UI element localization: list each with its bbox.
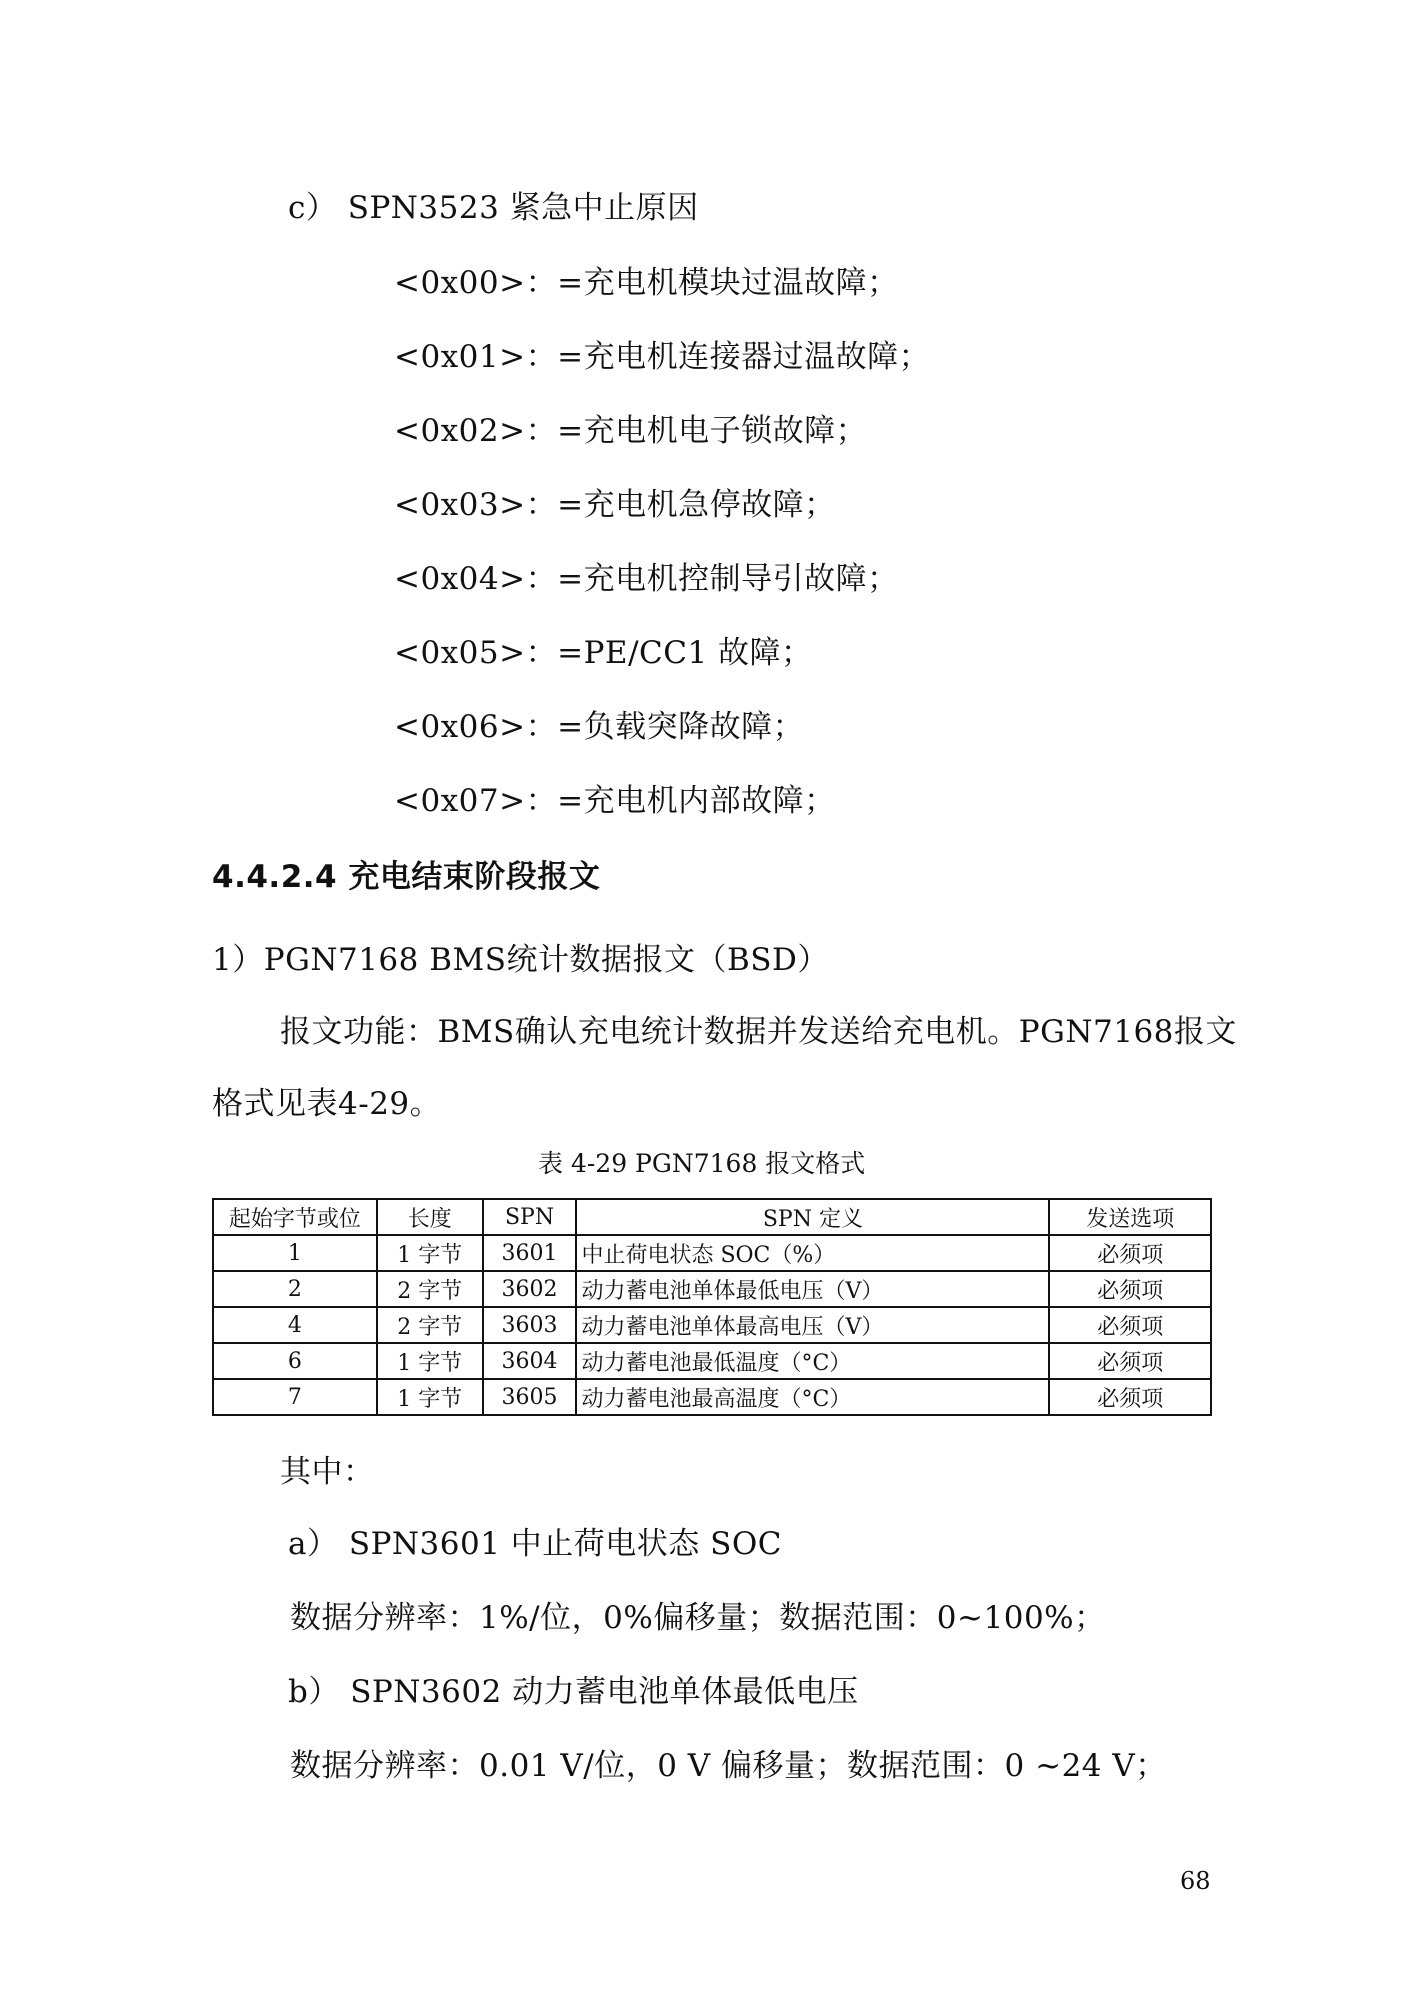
page-number: 68 bbox=[1180, 1867, 1211, 1895]
cell-start: 6 bbox=[213, 1343, 377, 1379]
code-item: <0x05>：=PE/CC1 故障； bbox=[394, 635, 813, 671]
cell-spn: 3603 bbox=[483, 1307, 577, 1343]
code-item: <0x07>：=充电机内部故障； bbox=[394, 783, 836, 819]
code-item: <0x03>：=充电机急停故障； bbox=[394, 487, 836, 523]
table-row bbox=[213, 1235, 1211, 1271]
cell-option: 必须项 bbox=[1049, 1271, 1211, 1307]
header-length: 长度 bbox=[377, 1199, 483, 1235]
cell-option: 必须项 bbox=[1049, 1307, 1211, 1343]
notes-intro: 其中： bbox=[280, 1454, 375, 1490]
code-item: <0x04>：=充电机控制导引故障； bbox=[394, 561, 899, 597]
note-a-title: a） SPN3601 中止荷电状态 SOC bbox=[288, 1526, 783, 1562]
note-a-detail: 数据分辨率：1%/位，0%偏移量；数据范围：0~100%； bbox=[290, 1600, 1106, 1636]
cell-start: 4 bbox=[213, 1307, 377, 1343]
code-item: <0x06>：=负载突降故障； bbox=[394, 709, 805, 745]
code-item: <0x00>：=充电机模块过温故障； bbox=[394, 265, 899, 301]
table-row bbox=[213, 1343, 1211, 1379]
cell-option: 必须项 bbox=[1049, 1235, 1211, 1271]
cell-definition: 中止荷电状态 SOC（%） bbox=[576, 1235, 1049, 1271]
cell-start: 2 bbox=[213, 1271, 377, 1307]
table-row bbox=[213, 1379, 1211, 1415]
note-b-detail: 数据分辨率：0.01 V/位，0 V 偏移量；数据范围：0 ~24 V； bbox=[290, 1748, 1167, 1784]
spec-table bbox=[212, 1198, 1212, 1416]
table-row bbox=[213, 1271, 1211, 1307]
table-row bbox=[213, 1307, 1211, 1343]
header-spn-definition: SPN 定义 bbox=[576, 1199, 1049, 1235]
cell-length: 1 字节 bbox=[377, 1343, 483, 1379]
cell-start: 1 bbox=[213, 1235, 377, 1271]
cell-option: 必须项 bbox=[1049, 1379, 1211, 1415]
cell-length: 1 字节 bbox=[377, 1379, 483, 1415]
paragraph-line: 报文功能：BMS确认充电统计数据并发送给充电机。PGN7168报文 bbox=[280, 1014, 1237, 1050]
cell-length: 2 字节 bbox=[377, 1307, 483, 1343]
cell-length: 2 字节 bbox=[377, 1271, 483, 1307]
table-header-row bbox=[213, 1199, 1211, 1235]
cell-spn: 3602 bbox=[483, 1271, 577, 1307]
section-heading: 4.4.2.4 充电结束阶段报文 bbox=[212, 859, 601, 895]
header-send-option: 发送选项 bbox=[1049, 1199, 1211, 1235]
cell-definition: 动力蓄电池最高温度（°C） bbox=[576, 1379, 1049, 1415]
header-start-byte: 起始字节或位 bbox=[213, 1199, 377, 1235]
code-item: <0x01>：=充电机连接器过温故障； bbox=[394, 339, 931, 375]
cell-spn: 3604 bbox=[483, 1343, 577, 1379]
paragraph-line: 格式见表4-29。 bbox=[212, 1086, 442, 1122]
cell-spn: 3605 bbox=[483, 1379, 577, 1415]
subsection-heading: 1）PGN7168 BMS统计数据报文（BSD） bbox=[212, 942, 829, 978]
cell-spn: 3601 bbox=[483, 1235, 577, 1271]
cell-start: 7 bbox=[213, 1379, 377, 1415]
cell-definition: 动力蓄电池单体最低电压（V） bbox=[576, 1271, 1049, 1307]
header-spn: SPN bbox=[483, 1199, 577, 1235]
section-c-title: c） SPN3523 紧急中止原因 bbox=[288, 190, 699, 226]
code-item: <0x02>：=充电机电子锁故障； bbox=[394, 413, 868, 449]
table-caption: 表 4-29 PGN7168 报文格式 bbox=[538, 1149, 866, 1178]
cell-length: 1 字节 bbox=[377, 1235, 483, 1271]
note-b-title: b） SPN3602 动力蓄电池单体最低电压 bbox=[288, 1674, 859, 1710]
cell-definition: 动力蓄电池单体最高电压（V） bbox=[576, 1307, 1049, 1343]
cell-option: 必须项 bbox=[1049, 1343, 1211, 1379]
cell-definition: 动力蓄电池最低温度（°C） bbox=[576, 1343, 1049, 1379]
